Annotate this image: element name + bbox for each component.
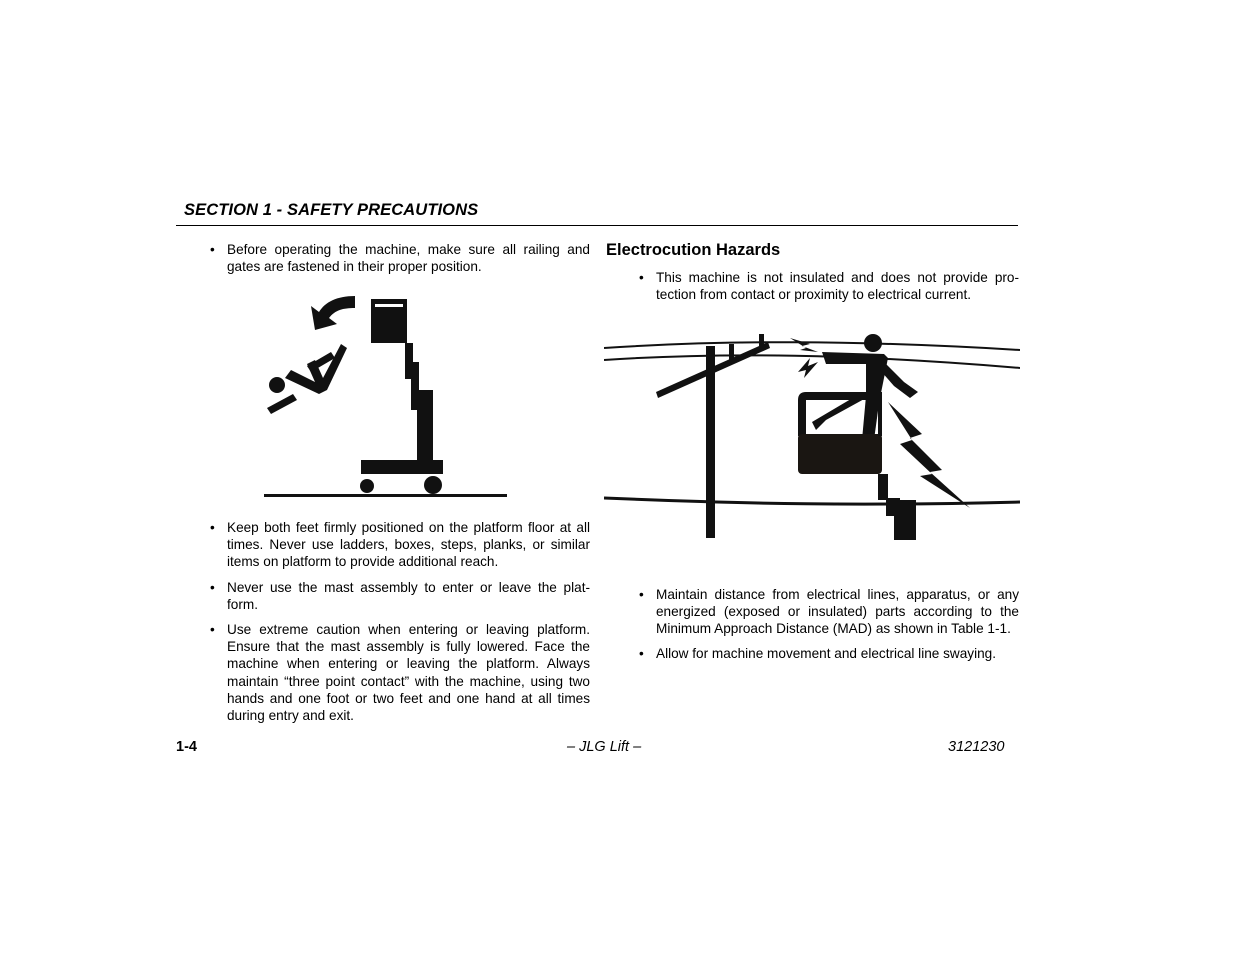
electrocution-hazard-icon: [604, 330, 1020, 544]
page-number: 1-4: [176, 739, 197, 755]
bullet-text: Allow for machine movement and electrical line swaying.: [656, 645, 996, 661]
section-title: SECTION 1 - SAFETY PRECAUTIONS: [184, 201, 479, 219]
bullet-text: Use extreme caution when entering or leaving platform. Ensure that the mast assembly is fully lowered. Face the machine when entering or leaving the platform. Always maintain “three point contact” with the machine, using two hands and one foot or two feet and one hand at all times during entry and exit.: [227, 622, 590, 724]
bullet-marker: •: [210, 622, 215, 638]
bullet-marker: •: [210, 242, 215, 257]
bullet-text: Maintain distance from electrical lines, apparatus, or any energized (exposed or insulated) parts according to the Minimum Approach Distance (MAD) as shown in Table 1-1.: [656, 587, 1019, 637]
header-divider: [176, 225, 1018, 226]
list-item: [639, 645, 1019, 662]
fall-hazard-icon: [255, 290, 515, 502]
right-column-bottom: [639, 586, 1019, 662]
list-item: [639, 586, 1019, 638]
bullet-marker: •: [639, 270, 644, 285]
left-column-bottom: [210, 519, 590, 724]
bullet-text: This machine is not insulated and does not provide pro-tection from contact or proximity to electrical current.: [656, 270, 1019, 303]
bullet-text: Before operating the machine, make sure all railing and gates are fastened in their proper position.: [227, 242, 590, 275]
list-item: [210, 519, 590, 571]
list-item: [210, 579, 590, 613]
bullet-marker: •: [639, 645, 644, 661]
bullet-marker: •: [210, 520, 215, 535]
right-column-top: [639, 269, 1019, 303]
bullet-text: Keep both feet firmly positioned on the platform floor at all times. Never use ladders, boxes, steps, planks, or similar items on platform to provide additional reach.: [227, 520, 590, 570]
list-item: [639, 269, 1019, 303]
electrocution-heading: Electrocution Hazards: [606, 241, 781, 259]
document-number: 3121230: [948, 739, 1005, 755]
footer-brand: – JLG Lift –: [567, 739, 642, 755]
list-item: [210, 241, 590, 275]
left-column-top: [210, 241, 590, 275]
list-item: [210, 621, 590, 724]
bullet-marker: •: [639, 587, 644, 602]
bullet-marker: •: [210, 579, 215, 595]
bullet-text: Never use the mast assembly to enter or leave the plat-form.: [227, 579, 590, 612]
